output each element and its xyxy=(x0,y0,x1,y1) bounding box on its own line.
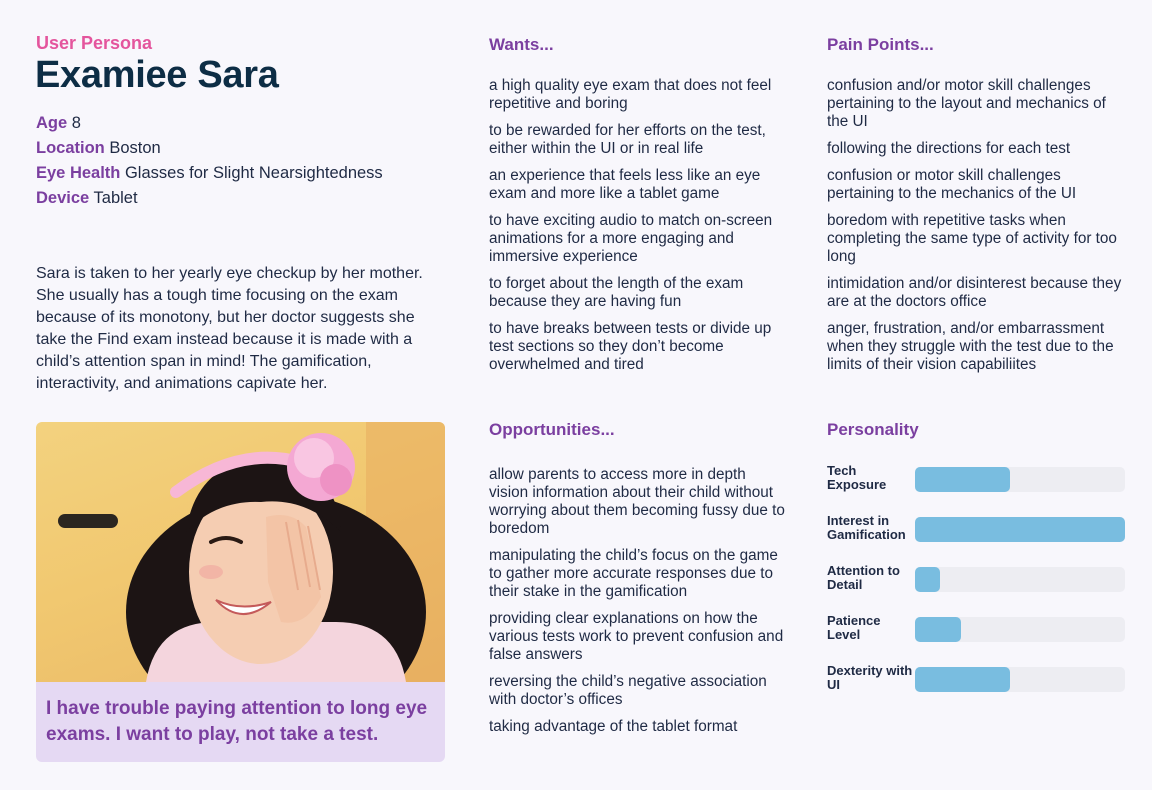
trait-fill xyxy=(915,667,1010,692)
fact-value: Boston xyxy=(109,139,161,157)
persona-quote: I have trouble paying attention to long eye exams. I want to play, not take a test. xyxy=(36,682,445,762)
opportunities-list xyxy=(489,466,789,745)
list-item: providing clear explanations on how the various tests work to prevent confusion and false answers xyxy=(489,610,784,663)
personality-traits xyxy=(827,464,1127,714)
trait-fill xyxy=(915,467,1010,492)
wants-list xyxy=(489,77,789,383)
list-item: to be rewarded for her efforts on the test, either within the UI or in real life xyxy=(489,122,766,157)
opportunities-title: Opportunities... xyxy=(489,420,615,439)
fact-location xyxy=(36,136,466,161)
fact-age xyxy=(36,111,466,136)
trait-tech-exposure xyxy=(827,464,1127,514)
fact-value: Glasses for Slight Nearsightedness xyxy=(124,164,383,182)
trait-track xyxy=(915,467,1125,492)
list-item: manipulating the child’s focus on the game to gather more accurate responses due to their stake in the gamification xyxy=(489,547,778,600)
list-item: to have breaks between tests or divide up test sections so they don’t become overwhelmed and tired xyxy=(489,320,772,373)
list-item: taking advantage of the tablet format xyxy=(489,718,738,735)
trait-label: Patience Level xyxy=(827,613,881,642)
persona-bio: Sara is taken to her yearly eye checkup by her mother. She usually has a tough time focusing on the exam because of its monotony, but her doctor suggests she take the Find exam instead because it is made with a child’s attention span in mind! The gamification, interactivity, and animations capivate her. xyxy=(36,265,423,392)
persona-name: Examiee Sara xyxy=(35,54,279,96)
fact-value: 8 xyxy=(71,114,81,132)
list-item: following the directions for each test xyxy=(827,140,1071,157)
trait-label: Interest in Gamification xyxy=(827,513,906,542)
pain-points-title: Pain Points... xyxy=(827,35,934,54)
trait-track xyxy=(915,667,1125,692)
trait-label: Attention to Detail xyxy=(827,563,900,592)
list-item: confusion or motor skill challenges pertaining to the mechanics of the UI xyxy=(827,167,1077,202)
trait-patience-level xyxy=(827,614,1127,664)
list-item: confusion and/or motor skill challenges pertaining to the layout and mechanics of the UI xyxy=(827,77,1106,130)
trait-label: Tech Exposure xyxy=(827,463,887,492)
wants-title: Wants... xyxy=(489,35,554,54)
list-item: boredom with repetitive tasks when completing the same type of activity for too long xyxy=(827,212,1117,265)
trait-track xyxy=(915,617,1125,642)
persona-facts xyxy=(36,111,466,211)
fact-eye-health xyxy=(36,161,466,186)
list-item: a high quality eye exam that does not feel repetitive and boring xyxy=(489,77,772,112)
fact-label: Eye Health xyxy=(36,164,121,182)
trait-label: Dexterity with UI xyxy=(827,663,913,692)
list-item: allow parents to access more in depth vision information about their child without worrying about them becoming fussy due to boredom xyxy=(489,466,785,537)
fact-device xyxy=(36,186,466,211)
trait-fill xyxy=(915,567,940,592)
trait-track xyxy=(915,517,1125,542)
list-item: to have exciting audio to match on-screen animations for a more engaging and immersive experience xyxy=(489,212,773,265)
fact-label: Location xyxy=(36,139,105,157)
trait-fill xyxy=(915,617,961,642)
list-item: reversing the child’s negative association with doctor’s offices xyxy=(489,673,767,708)
fact-label: Age xyxy=(36,114,68,132)
list-item: an experience that feels less like an eye exam and more like a tablet game xyxy=(489,167,761,202)
fact-label: Device xyxy=(36,189,90,207)
persona-photo xyxy=(36,422,445,682)
trait-attention-to-detail xyxy=(827,564,1127,614)
persona-kicker: User Persona xyxy=(36,33,153,53)
pain-points-list xyxy=(827,77,1127,383)
trait-dexterity-with-ui xyxy=(827,664,1127,714)
list-item: intimidation and/or disinterest because they are at the doctors office xyxy=(827,275,1122,310)
personality-title: Personality xyxy=(827,420,919,439)
list-item: anger, frustration, and/or embarrassment when they struggle with the test due to the limits of their vision capabiliites xyxy=(827,320,1114,373)
trait-interest-in-gamification xyxy=(827,514,1127,564)
trait-track xyxy=(915,567,1125,592)
list-item: to forget about the length of the exam because they are having fun xyxy=(489,275,744,310)
trait-fill xyxy=(915,517,1125,542)
fact-value: Tablet xyxy=(93,189,138,207)
girl-covering-eye-illustration xyxy=(36,422,445,682)
